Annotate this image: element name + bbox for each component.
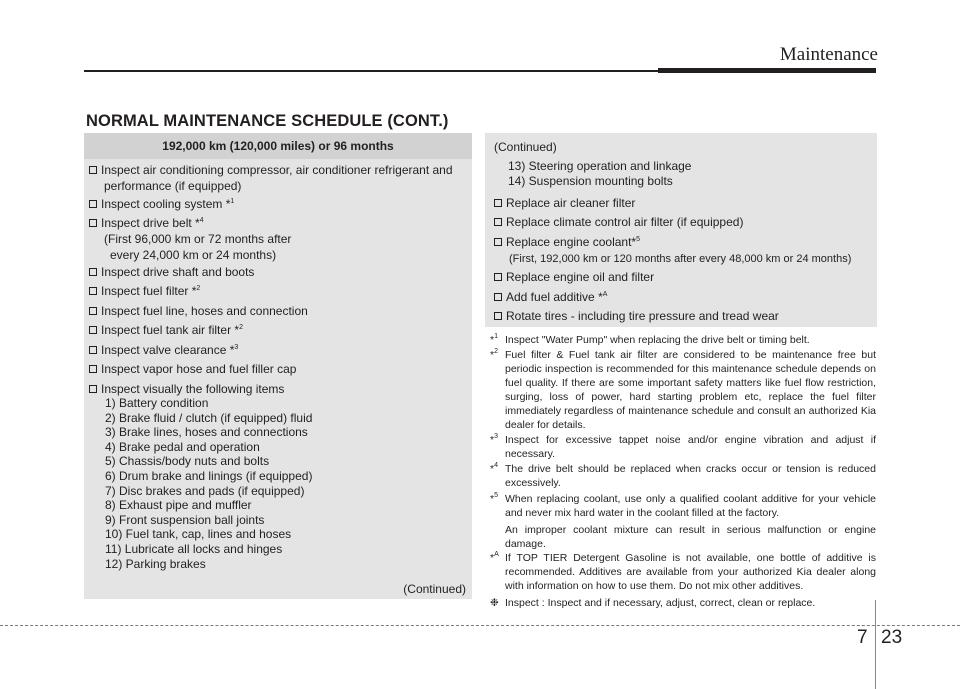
list-item: 4) Brake pedal and operation [105,439,260,454]
list-item: Replace climate control air filter (if equipped) [494,214,743,230]
list-item: Inspect fuel tank air filter *$^2$ [89,322,243,338]
checkbox-square-icon [89,365,97,373]
list-item: 14) Suspension mounting bolts [508,174,673,188]
list-item: 5) Chassis/body nuts and bolts [105,454,270,469]
list-item: Inspect visually the following items [89,381,284,397]
section-header-title: Maintenance [779,44,878,65]
list-item: 3) Brake lines, hoses and connections [105,425,308,440]
footer-rule [0,625,960,626]
inspect-legend: ❉ Inspect : Inspect and if necessary, adjust, correct, clean or replace. [490,597,816,609]
list-item: 13) Steering operation and linkage [508,159,692,173]
footnote: *$^2$ Fuel filter & Fuel tank air filter are considered to be maintenance free but periodic inspection is recommended for this maintenance schedule depends on fuel quality. If there are some important safety matters like fuel flow restriction, surging, loss of power, hard starting problem etc, replace the fuel filter immediately regardless of maintenance schedule and consult an authorized Kia dealer for details. [490,348,876,431]
footer-divider [875,600,876,689]
header-rule-thin [84,70,658,72]
checkbox-square-icon [89,287,97,295]
footnote: *$^3$ Inspect for excessive tappet noise and/or engine vibration and adjust if necessary. [490,433,876,460]
right-schedule-panel [485,133,877,327]
checkbox-square-icon [89,307,97,315]
list-item: Inspect air conditioning compressor, air conditioner refrigerant and performance (if equipped) [89,162,453,194]
list-item: Inspect vapor hose and fuel filler cap [89,361,296,377]
checkbox-square-icon [494,238,502,246]
list-item: Inspect fuel filter *$^2$ [89,283,200,299]
list-item: 11) Lubricate all locks and hinges [105,541,283,556]
footnote: *$^5$ When replacing coolant, use only a qualified coolant additive for your vehicle and never mix hard water in the coolant filled at the factory. An improper coolant mixture can result in serious malfunction or engine damage. [490,492,876,550]
continued-label: (Continued) [403,582,466,596]
checkbox-square-icon [89,326,97,334]
list-item: 7) Disc brakes and pads (if equipped) [105,483,305,498]
checkbox-square-icon [89,200,97,208]
checkbox-square-icon [494,199,502,207]
checkbox-square-icon [494,293,502,301]
checkbox-square-icon [89,268,97,276]
checkbox-square-icon [89,219,97,227]
list-item: Inspect fuel line, hoses and connection [89,303,308,319]
footnote: *$^1$ Inspect "Water Pump" when replacing the drive belt or timing belt. [490,333,810,346]
checkbox-square-icon [494,218,502,226]
footnote: *$^4$ The drive belt should be replaced when cracks occur or tension is reduced excessively. [490,462,876,489]
checkbox-square-icon [89,166,97,174]
list-item: Rotate tires - including tire pressure and tread wear [494,308,779,324]
list-item: Replace air cleaner filter [494,195,635,211]
list-item: 9) Front suspension ball joints [105,512,265,527]
list-item: Inspect valve clearance *$^3$ [89,342,238,358]
list-item: 10) Fuel tank, cap, lines and hoses [105,527,292,542]
list-item: 1) Battery condition [105,396,209,410]
checkbox-square-icon [494,273,502,281]
visual-inspection-sublist [89,396,312,571]
continued-sublist [508,159,691,189]
inspect-symbol-icon: ❉ [490,597,499,609]
list-item: 8) Exhaust pipe and muffler [105,498,252,513]
header-rule-thick [658,68,876,73]
checkbox-square-icon [89,346,97,354]
list-item: Replace engine oil and filter [494,269,654,285]
list-item: 2) Brake fluid / clutch (if equipped) fluid [105,410,313,425]
list-item: Replace engine coolant*$^5$ (First, 192,000 km or 120 months after every 48,000 km or 24 months) [494,234,851,267]
list-item: Inspect drive shaft and boots [89,264,254,280]
page-title: NORMAL MAINTENANCE SCHEDULE (CONT.) [86,112,449,130]
list-item: 12) Parking brakes [105,556,206,571]
continued-label: (Continued) [494,140,557,154]
left-schedule-panel [84,133,472,599]
checkbox-square-icon [89,385,97,393]
list-item: Inspect cooling system *$^1$ [89,196,234,212]
list-item: Inspect drive belt *$^4$ (First 96,000 km or 72 months after every 24,000 km or 24 months) [89,215,291,263]
interval-heading: 192,000 km (120,000 miles) or 96 months [84,133,472,159]
footnote: *$^A$ If TOP TIER Detergent Gasoline is not available, one bottle of additive is recommended. Additives are available from your authorized Kia dealer along with information on how to use them. Do not mix other additives. [490,551,876,592]
list-item: Add fuel additive *$^A$ [494,289,607,305]
page-number: 23 [881,627,903,648]
chapter-number: 7 [857,627,868,648]
list-item: 6) Drum brake and linings (if equipped) [105,468,313,483]
checkbox-square-icon [494,312,502,320]
